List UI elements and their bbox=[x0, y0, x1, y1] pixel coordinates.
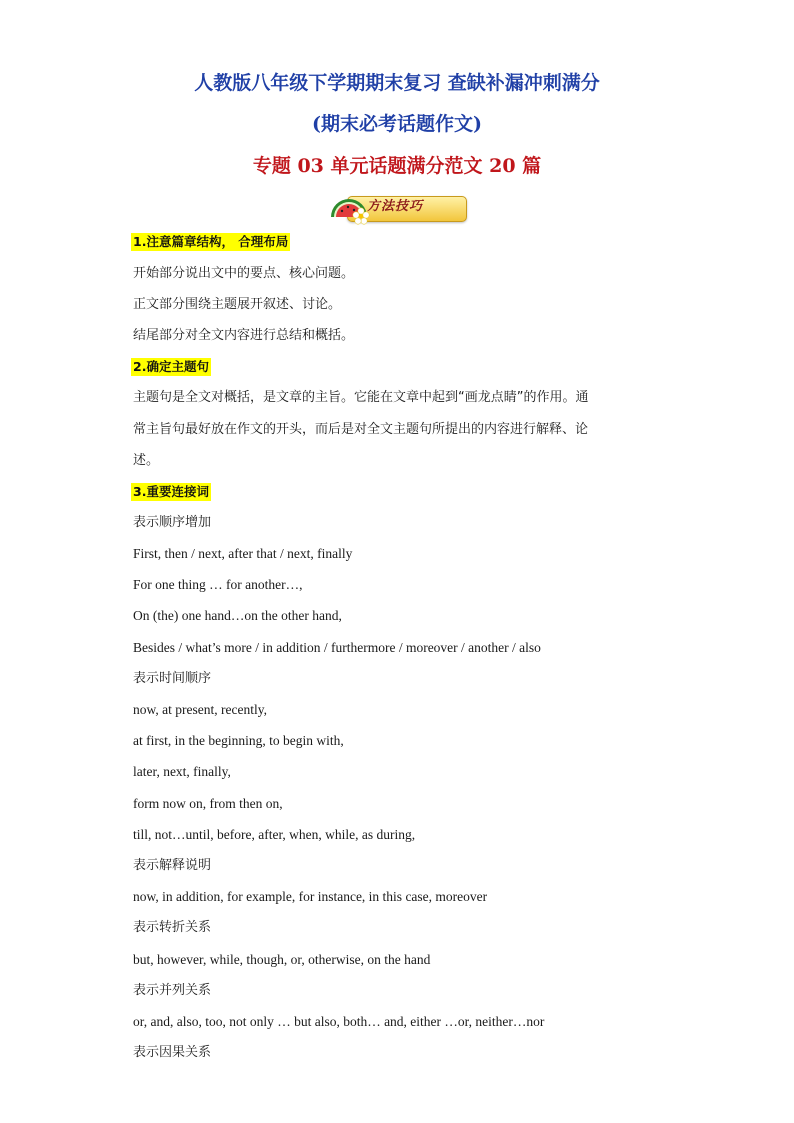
example-line: Besides / what’s more / in addition / furthermore / moreover / another / also bbox=[133, 640, 541, 655]
category-label: 表示顺序增加 bbox=[133, 515, 212, 530]
document-title: 人教版八年级下学期期末复习 查缺补漏冲刺满分 bbox=[194, 72, 600, 94]
example-line: First, then / next, after that / next, finally bbox=[133, 546, 353, 561]
example-line: now, in addition, for example, for instance, in this case, moreover bbox=[133, 889, 488, 904]
example-line: later, next, finally, bbox=[133, 764, 231, 779]
example-line: at first, in the beginning, to begin with, bbox=[133, 733, 344, 748]
example-line: now, at present, recently, bbox=[133, 702, 267, 717]
paragraph-line: 述。 bbox=[133, 453, 160, 468]
example-line: On (the) one hand…on the other hand, bbox=[133, 608, 342, 623]
category-label: 表示解释说明 bbox=[133, 858, 212, 873]
category-label: 表示转折关系 bbox=[133, 920, 212, 935]
section-heading-connectives: 3.重要连接词 bbox=[133, 484, 209, 499]
example-line: For one thing … for another…, bbox=[133, 577, 303, 592]
example-line: or, and, also, too, not only … but also, both… and, either …or, neither…nor bbox=[133, 1014, 545, 1029]
badge-label: 方法技巧 bbox=[367, 199, 424, 214]
example-line: but, however, while, though, or, otherwise, on the hand bbox=[133, 952, 431, 967]
section-heading-topic-sentence: 2.确定主题句 bbox=[133, 359, 209, 374]
paragraph-line: 正文部分围绕主题展开叙述、讨论。 bbox=[133, 297, 342, 312]
category-label: 表示并列关系 bbox=[133, 983, 212, 998]
paragraph-line: 主题句是全文对概括，是文章的主旨。它能在文章中起到“画龙点睛”的作用。通 bbox=[133, 390, 589, 405]
example-line: till, not…until, before, after, when, while, as during, bbox=[133, 827, 416, 842]
method-tips-badge bbox=[327, 191, 469, 225]
topic-title: 专题 03 单元话题满分范文 20 篇 bbox=[252, 155, 542, 177]
document-subtitle: (期末必考话题作文) bbox=[312, 113, 482, 135]
category-label: 表示时间顺序 bbox=[133, 671, 212, 686]
paragraph-line: 常主旨句最好放在作文的开头，而后是对全文主题句所提出的内容进行解释、论 bbox=[133, 422, 589, 437]
paragraph-line: 开始部分说出文中的要点、核心问题。 bbox=[133, 266, 355, 281]
category-label: 表示因果关系 bbox=[133, 1045, 212, 1060]
paragraph-line: 结尾部分对全文内容进行总结和概括。 bbox=[133, 328, 355, 343]
example-line: form now on, from then on, bbox=[133, 796, 283, 811]
section-heading-structure: 1.注意篇章结构， 合理布局 bbox=[133, 234, 289, 249]
